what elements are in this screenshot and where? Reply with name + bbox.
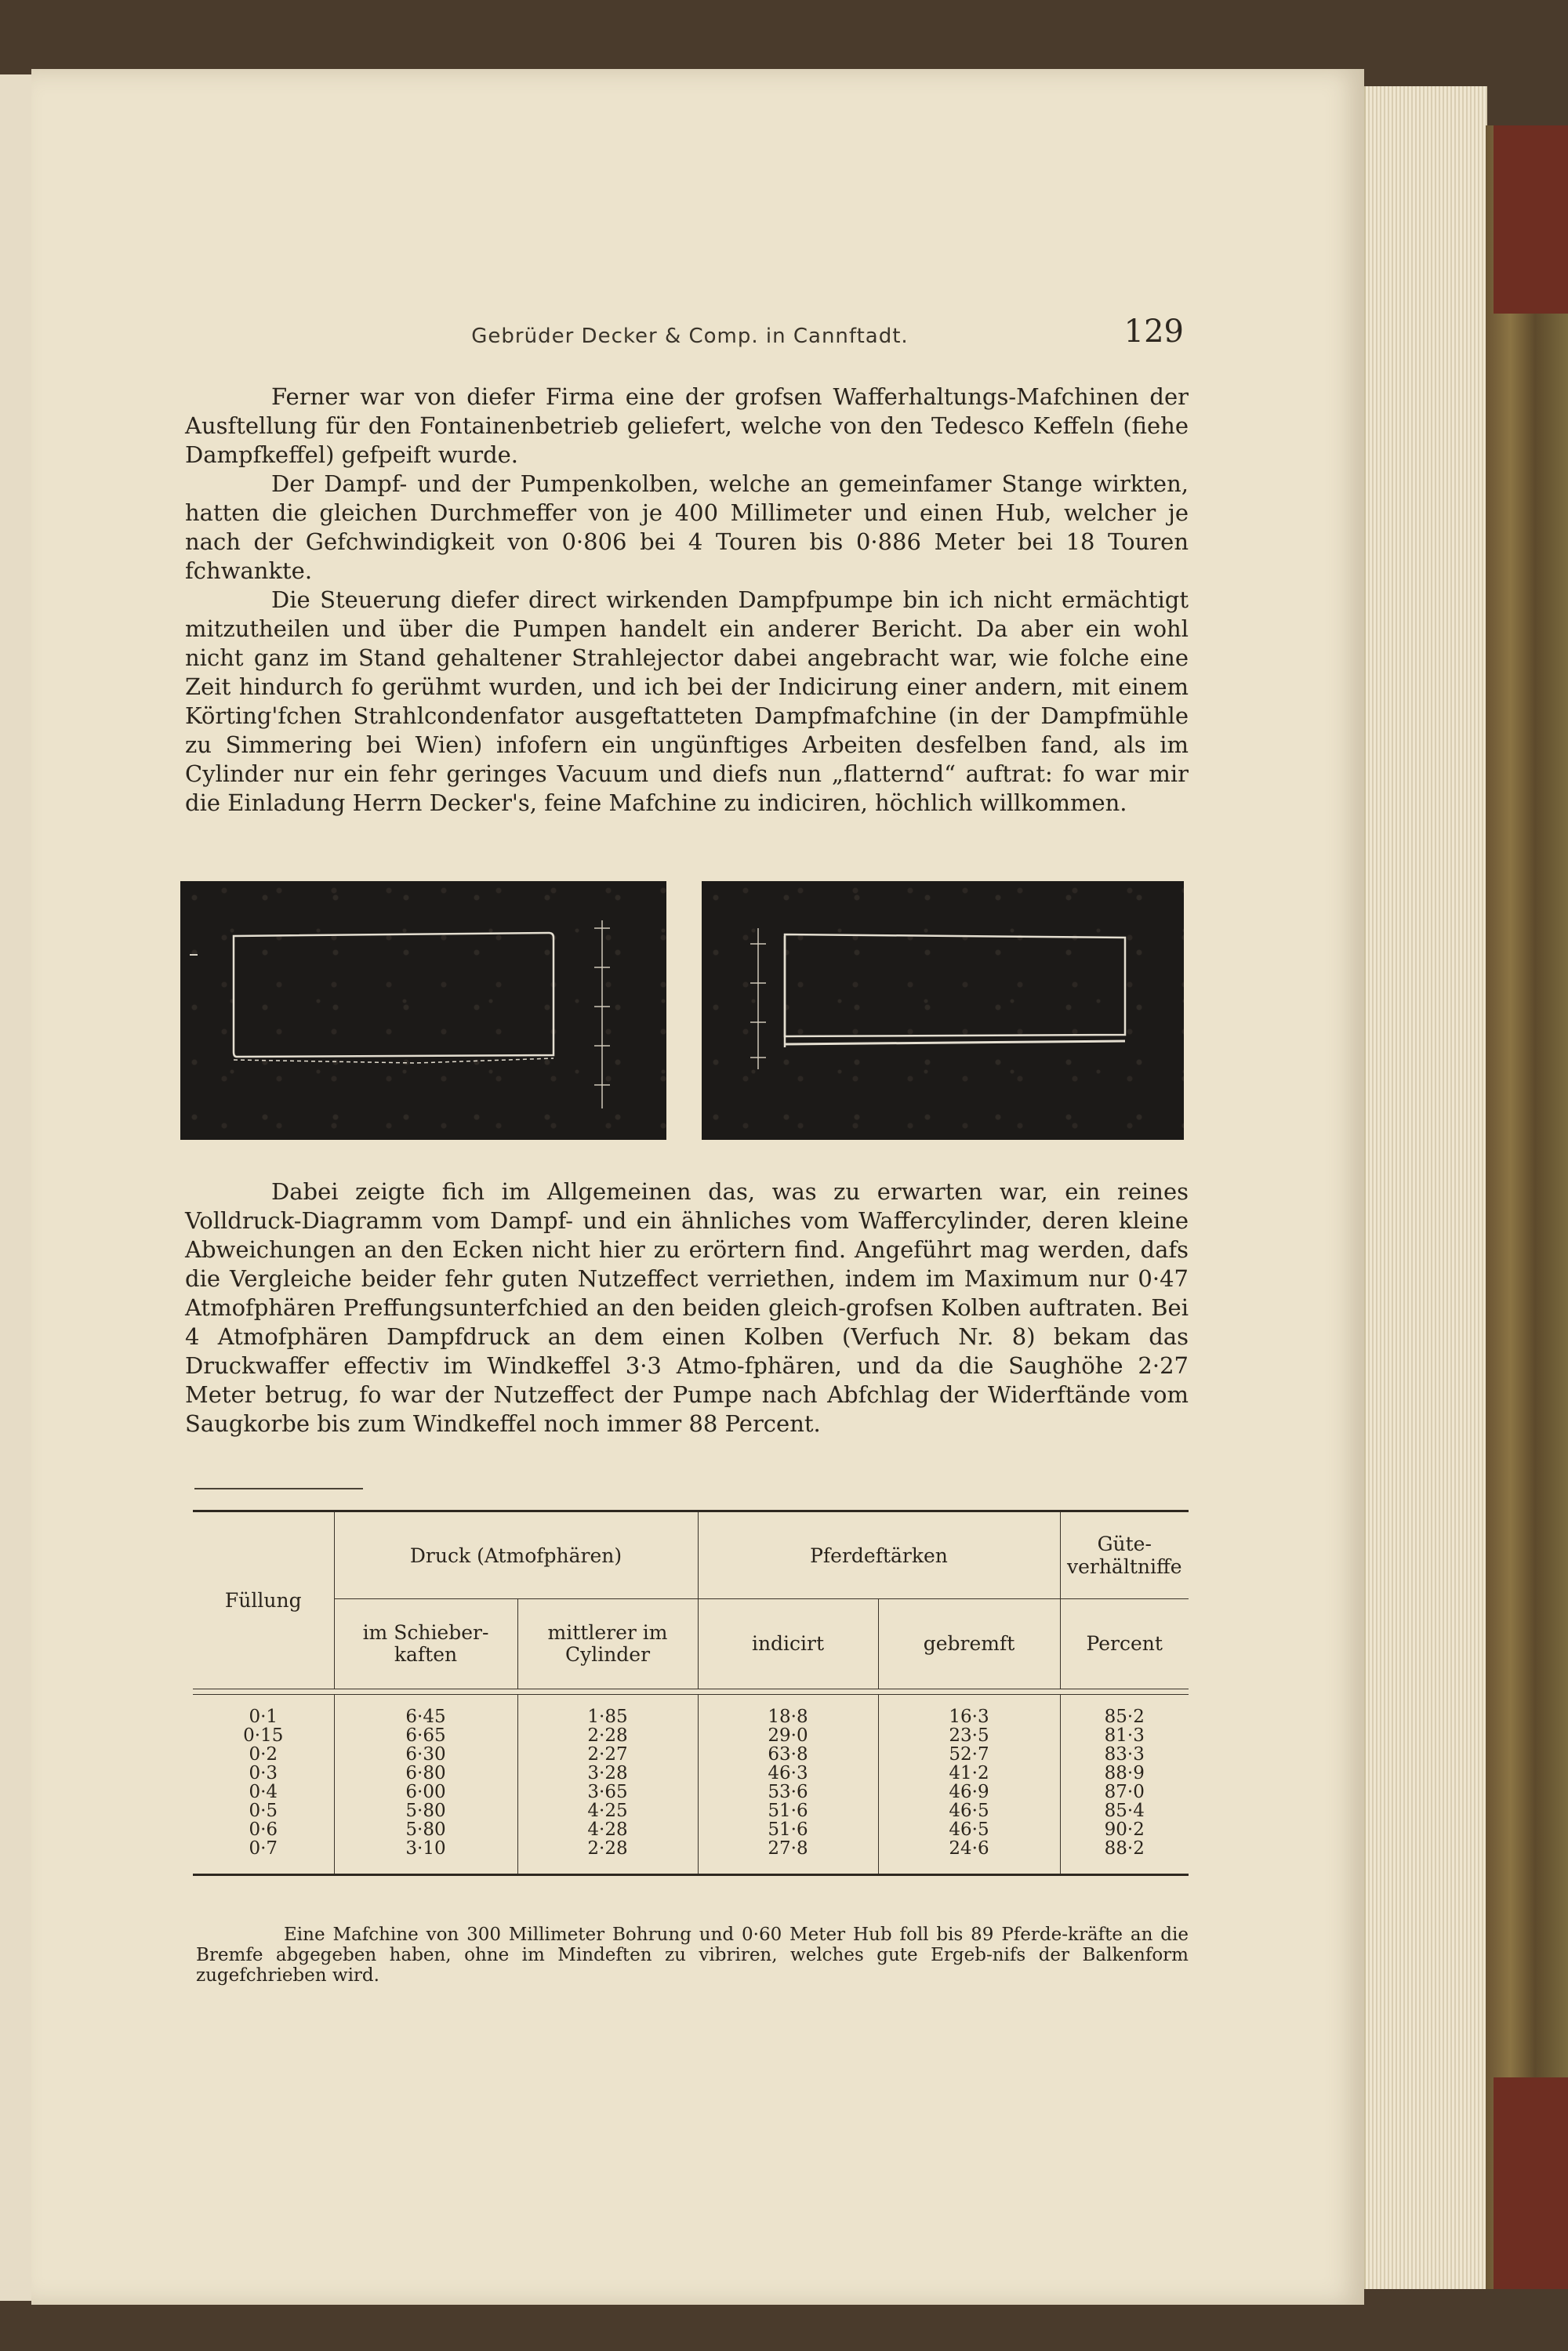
indicator-curve-steam — [180, 881, 666, 1140]
separator-rule — [194, 1488, 363, 1489]
cell-mittlerer: 4·28 — [517, 1820, 698, 1839]
book-cover-marbled — [1486, 125, 1568, 2289]
cell-gebremst: 46·9 — [878, 1783, 1060, 1801]
header-guete: Güte-verhältniffe — [1060, 1512, 1189, 1599]
cell-fuellung: 0·2 — [249, 1744, 278, 1765]
cell-fuellung: 0·5 — [249, 1801, 278, 1821]
cell-fuellung: 0·15 — [243, 1725, 284, 1746]
cell-mittlerer: 2·27 — [517, 1745, 698, 1764]
header-mittlerer: mittlerer im Cylinder — [517, 1599, 698, 1689]
cell-percent: 88·2 — [1060, 1839, 1189, 1875]
header-gebremst: gebremft — [878, 1599, 1060, 1689]
cell-mittlerer: 3·28 — [517, 1764, 698, 1783]
cell-percent: 83·3 — [1060, 1745, 1189, 1764]
cell-fuellung: 0·4 — [249, 1782, 278, 1802]
cell-schieberkasten: 6·65 — [334, 1726, 517, 1745]
cell-percent: 81·3 — [1060, 1726, 1189, 1745]
cell-fuellung: 0·1 — [249, 1707, 278, 1727]
cell-schieberkasten: 6·80 — [334, 1764, 517, 1783]
cell-gebremst: 46·5 — [878, 1801, 1060, 1820]
header-druck: Druck (Atmofphären) — [334, 1512, 698, 1599]
cell-schieberkasten: 6·30 — [334, 1745, 517, 1764]
cell-schieberkasten: 6·00 — [334, 1783, 517, 1801]
paragraph: Ferner war von diefer Firma eine der grofsen Wafferhaltungs-Mafchinen der Ausftellung für den Fontainenbetrieb geliefert, welche von den Tedesco Keffeln (fiehe Dampfkeffel) gefpeift wurde. — [185, 383, 1189, 468]
cell-schieberkasten: 3·10 — [334, 1839, 517, 1875]
cell-indicirt: 18·8 — [698, 1695, 878, 1727]
cell-indicirt: 29·0 — [698, 1726, 878, 1745]
cell-indicirt: 51·6 — [698, 1801, 878, 1820]
cell-indicirt: 51·6 — [698, 1820, 878, 1839]
cell-percent: 87·0 — [1060, 1783, 1189, 1801]
table-row — [193, 1801, 1189, 1820]
header-percent: Percent — [1060, 1599, 1189, 1689]
indicator-curve-water — [702, 881, 1184, 1140]
cell-indicirt: 27·8 — [698, 1839, 878, 1875]
body-text-lower — [185, 1177, 1189, 1439]
cell-fuellung: 0·7 — [249, 1838, 278, 1859]
table-row — [193, 1745, 1189, 1764]
cover-corner-bottom — [1494, 2077, 1568, 2289]
indicator-diagram-water — [702, 881, 1184, 1140]
cell-schieberkasten: 5·80 — [334, 1801, 517, 1820]
table-row — [193, 1726, 1189, 1745]
running-head: Gebrüder Decker & Comp. in Cannftadt. — [471, 325, 909, 348]
cell-fuellung: 0·6 — [249, 1819, 278, 1840]
cell-mittlerer: 3·65 — [517, 1783, 698, 1801]
cell-mittlerer: 1·85 — [517, 1695, 698, 1727]
page-stack-edge — [1364, 86, 1487, 2289]
paragraph: Der Dampf- und der Pumpenkolben, welche an gemeinfamer Stange wirkten, hatten die gleichen Durchmeffer von je 400 Millimeter und einen Hub, welcher je nach der Gefchwindigkeit von 0·806 bei 4 Touren bis 0·886 Meter bei 18 Touren fchwankte. — [185, 470, 1189, 584]
cell-schieberkasten: 5·80 — [334, 1820, 517, 1839]
indicator-diagram-steam — [180, 881, 666, 1140]
footnote-text: Eine Mafchine von 300 Millimeter Bohrung und 0·60 Meter Hub foll bis 89 Pferde-kräfte an die Bremfe abgegeben haben, ohne im Mindeften zu vibriren, welches gute Ergeb-nifs der Balkenform zugefchrieben wird. — [196, 1925, 1189, 1986]
header-schieberkasten: im Schieber-kaften — [334, 1599, 517, 1689]
paragraph: Dabei zeigte fich im Allgemeinen das, was zu erwarten war, ein reines Volldruck-Diagramm vom Dampf- und ein ähnliches vom Waffercylinder, deren kleine Abweichungen an den Ecken nicht hier zu erörtern find. Angeführt mag werden, dafs die Vergleiche beider fehr guten Nutzeffect verriethen, indem im Maximum nur 0·47 Atmofphären Preffungsunterfchied an den beiden gleich-grofsen Kolben auftraten. Bei 4 Atmofphären Dampfdruck an dem einen Kolben (Verfuch Nr. 8) bekam das Druckwaffer effectiv im Windkeffel 3·3 Atmo-fphären, und da die Saughöhe 2·27 Meter betrug, fo war der Nutzeffect der Pumpe nach Abfchlag der Widerftände vom Saugkorbe bis zum Windkeffel noch immer 88 Percent. — [185, 1178, 1189, 1437]
cell-gebremst: 52·7 — [878, 1745, 1060, 1764]
table-row — [193, 1820, 1189, 1839]
table-row — [193, 1839, 1189, 1875]
table-row — [193, 1764, 1189, 1783]
cell-indicirt: 63·8 — [698, 1745, 878, 1764]
page-number: 129 — [1123, 314, 1184, 350]
cell-gebremst: 16·3 — [878, 1695, 1060, 1727]
cell-gebremst: 24·6 — [878, 1839, 1060, 1875]
table-row — [193, 1695, 1189, 1727]
cell-mittlerer: 4·25 — [517, 1801, 698, 1820]
cell-mittlerer: 2·28 — [517, 1839, 698, 1875]
header-indicirt: indicirt — [698, 1599, 878, 1689]
footnote — [196, 1925, 1189, 1986]
cover-corner-top — [1494, 125, 1568, 314]
cell-mittlerer: 2·28 — [517, 1726, 698, 1745]
cell-indicirt: 53·6 — [698, 1783, 878, 1801]
results-table — [193, 1510, 1189, 1876]
cell-gebremst: 41·2 — [878, 1764, 1060, 1783]
cell-percent: 85·2 — [1060, 1695, 1189, 1727]
cell-schieberkasten: 6·45 — [334, 1695, 517, 1727]
body-text-upper — [185, 383, 1189, 818]
cell-fuellung: 0·3 — [249, 1763, 278, 1783]
header-pferdestaerken: Pferdeftärken — [698, 1512, 1060, 1599]
header-fuellung: Füllung — [224, 1589, 302, 1612]
cell-percent: 90·2 — [1060, 1820, 1189, 1839]
cell-percent: 88·9 — [1060, 1764, 1189, 1783]
table-row — [193, 1783, 1189, 1801]
paragraph: Die Steuerung diefer direct wirkenden Dampfpumpe bin ich nicht ermächtigt mitzutheilen und über die Pumpen handelt ein anderer Bericht. Da aber ein wohl nicht ganz im Stand gehaltener Strahlejector dabei angebracht war, wie folche eine Zeit hindurch fo gerühmt wurden, und ich bei der Indicirung einer andern, mit einem Körting'fchen Strahlcondenfator ausgeftatteten Dampfmafchine (in der Dampfmühle zu Simmering bei Wien) infofern ein ungünftiges Arbeiten desfelben fand, als im Cylinder nur ein fehr geringes Vacuum und diefs nun „flatternd“ auftrat: fo war mir die Einladung Herrn Decker's, feine Mafchine zu indiciren, höchlich willkommen. — [185, 586, 1189, 816]
cell-indicirt: 46·3 — [698, 1764, 878, 1783]
cell-gebremst: 46·5 — [878, 1820, 1060, 1839]
cell-gebremst: 23·5 — [878, 1726, 1060, 1745]
cell-percent: 85·4 — [1060, 1801, 1189, 1820]
